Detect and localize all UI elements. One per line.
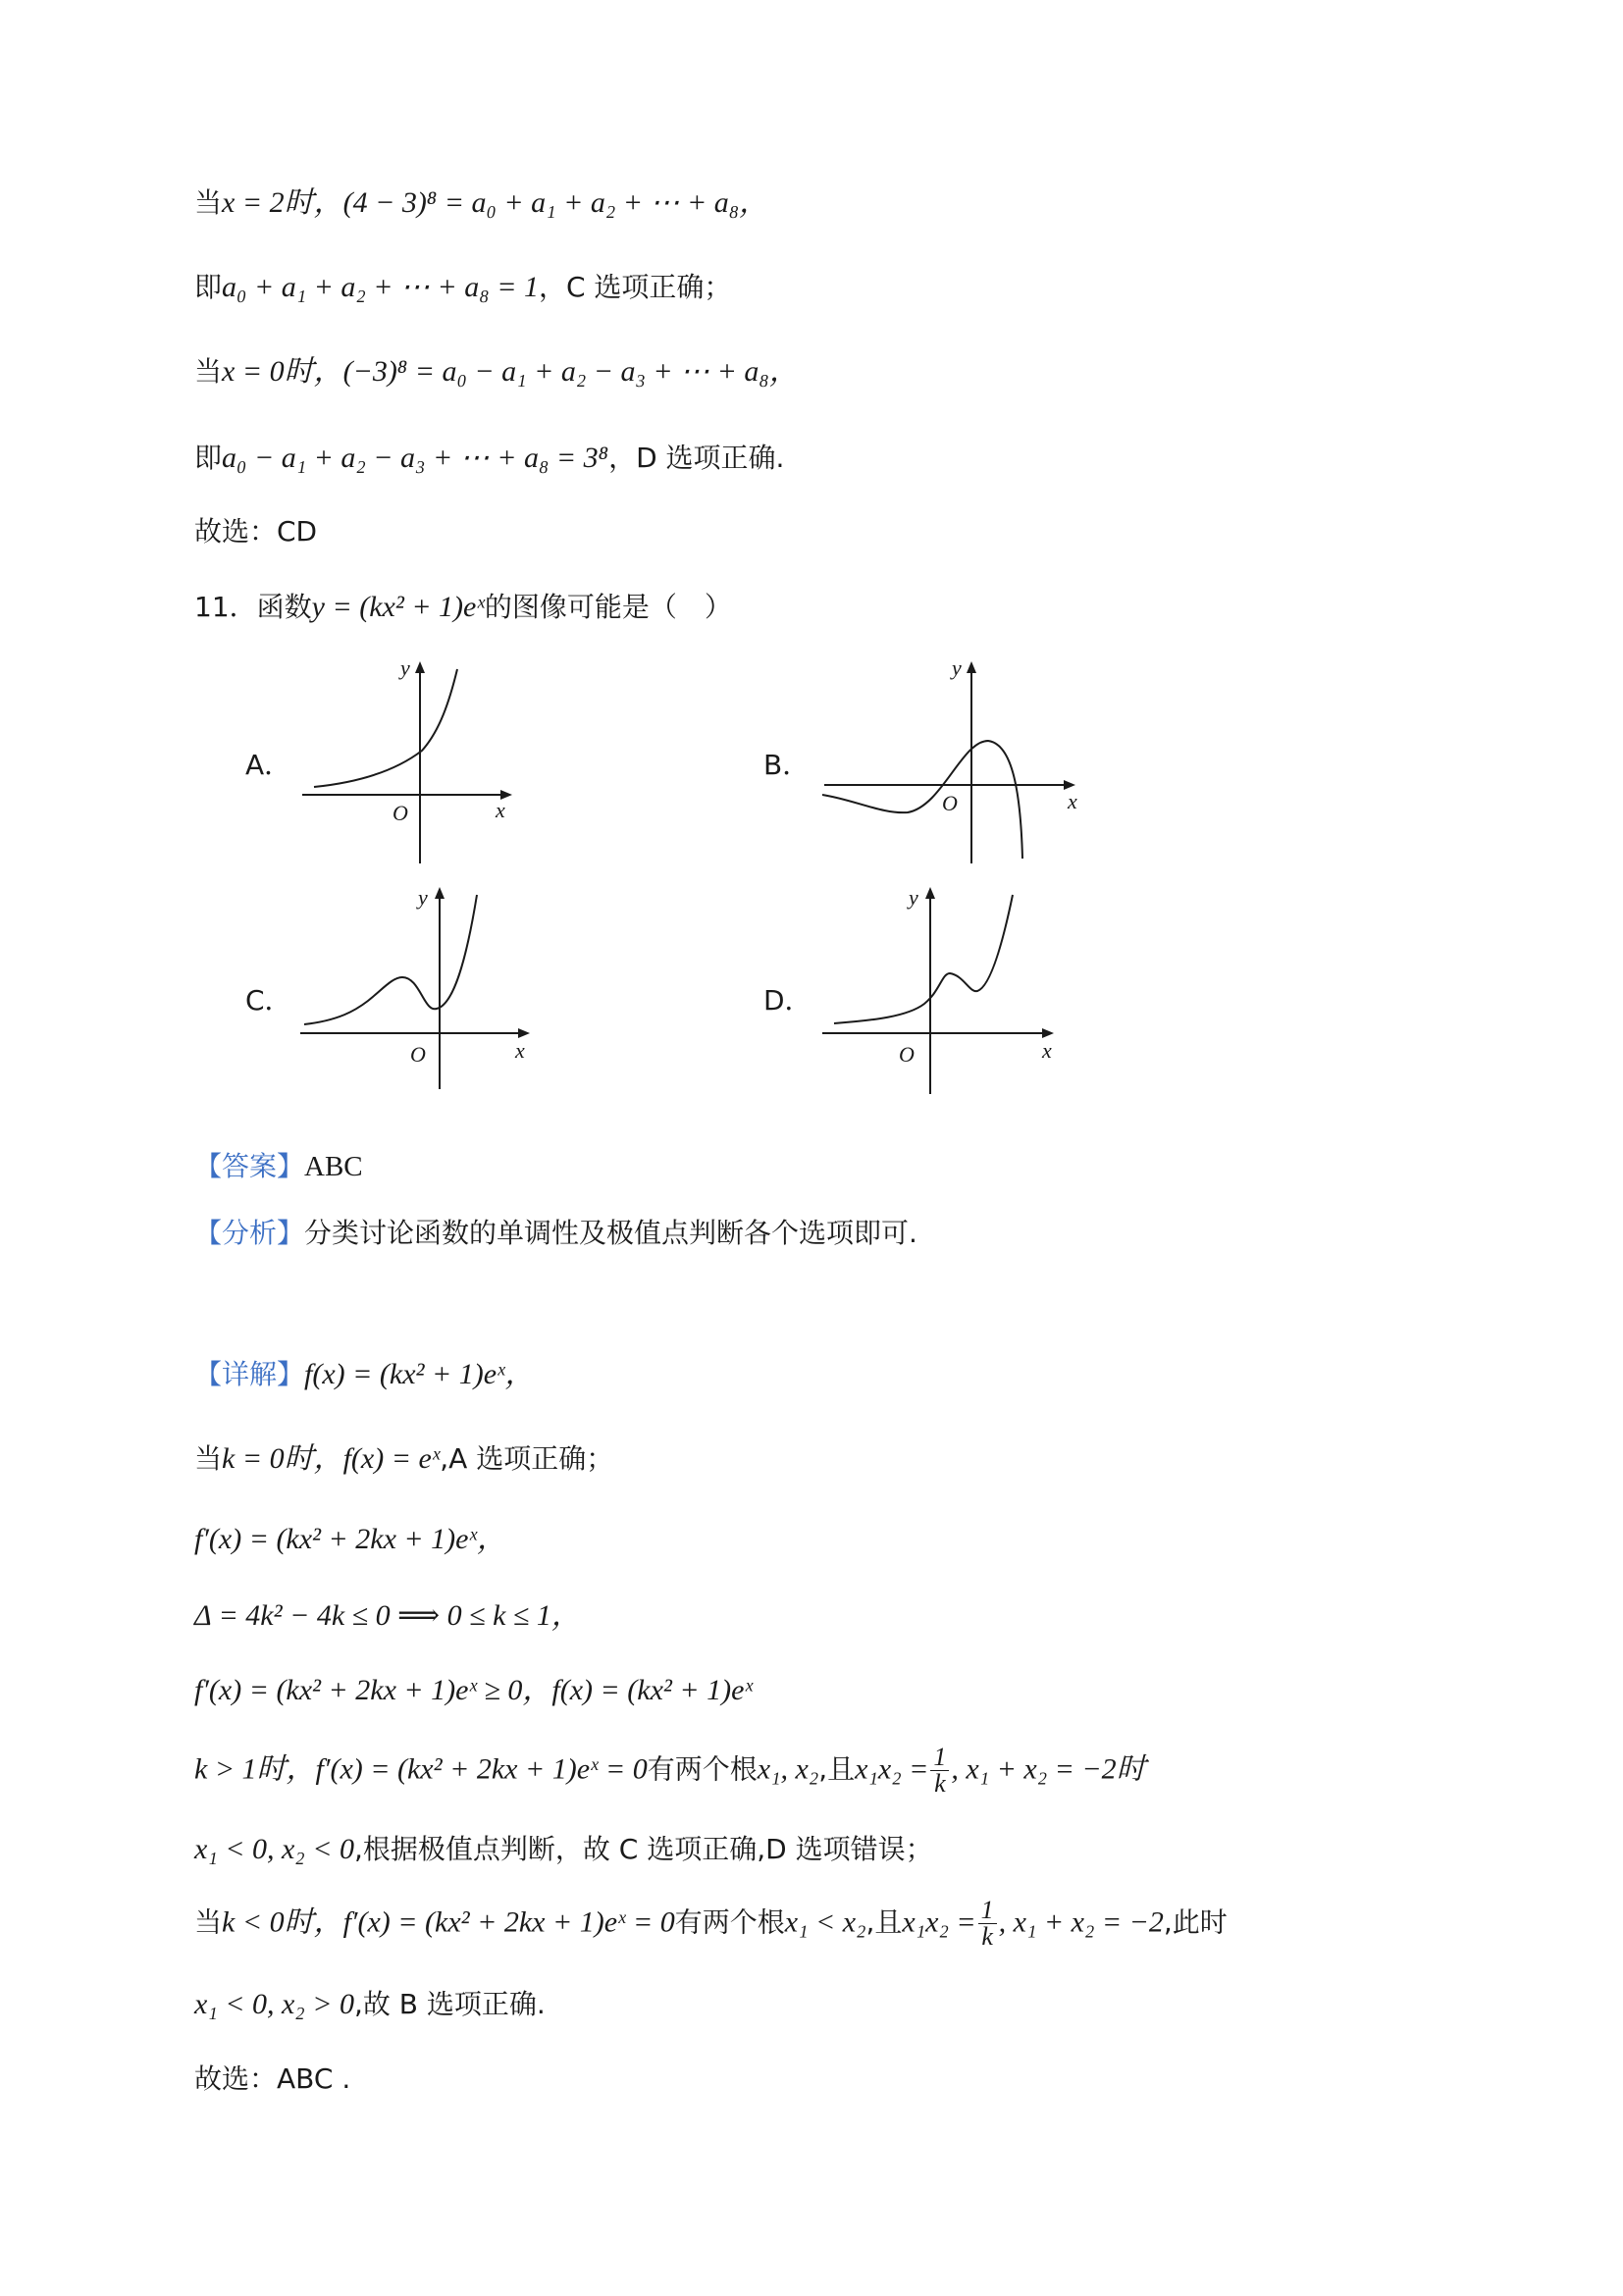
option-a-graph [294,657,520,868]
detail-line-4: Δ = 4k² − 4k ≤ 0 ⟹ 0 ≤ k ≤ 1， [194,1599,581,1632]
option-d-label: D． [763,984,812,1017]
detail-choice: 故选：ABC . [194,2062,351,2095]
option-b-x-label: x [1068,789,1077,813]
detail-line-3: f′(x) = (kx² + 2kx + 1)eˣ， [194,1523,506,1555]
option-d-origin-label: O [899,1042,915,1067]
option-c-x-label: x [515,1038,525,1063]
prev-line-2: 即a₀ + a₁ + a₂ + ⋯ + a₈ = 1，C 选项正确； [194,271,732,303]
option-b-label: B． [763,749,811,781]
option-a-origin-label: O [393,801,408,825]
option-c-y-label: y [418,885,428,910]
option-b-origin-label: O [942,791,958,815]
detail-line-1: 【详解】f(x) = (kx² + 1)eˣ， [194,1358,535,1390]
detail-line-8: 当k < 0时，f′(x) = (kx² + 2kx + 1)eˣ = 0有两个根x₁ < x₂,且x₁x₂ = $\frac{1}{k}$ , x₁ + x₂ = −2,此时 [194,1896,1228,1951]
prev-line-3: 当x = 0时，(−3)⁸ = a₀ − a₁ + a₂ − a₃ + ⋯ + a₈， [194,355,799,388]
option-a-label: A． [245,749,292,781]
prev-line-1: 当x = 2时，(4 − 3)⁸ = a₀ + a₁ + a₂ + ⋯ + a₈， [194,186,769,219]
option-c-origin-label: O [410,1042,426,1067]
detail-line-5: f′(x) = (kx² + 2kx + 1)eˣ ≥ 0，f(x) = (kx² + 1)eˣ [194,1674,753,1706]
prev-line-4: 即a₀ − a₁ + a₂ − a₃ + ⋯ + a₈ = 3⁸，D 选项正确. [194,442,785,474]
detail-line-7: x₁ < 0, x₂ < 0,根据极值点判断，故 C 选项正确,D 选项错误； [194,1833,933,1865]
option-d-graph [814,883,1070,1094]
option-b-graph [814,657,1089,868]
option-d-y-label: y [909,885,918,910]
option-b-y-label: y [952,657,962,680]
prev-choice: 故选：CD [194,515,318,548]
fraction-1-over-k-2: $\frac{1}{k}$ [978,1898,997,1950]
option-a-y-label: y [400,657,410,680]
option-d-x-label: x [1042,1038,1052,1063]
detail-line-6: k > 1时，f′(x) = (kx² + 2kx + 1)eˣ = 0有两个根x₁, x₂,且x₁x₂ = $\frac{1}{k}$ , x₁ + x₂ = −2时 [194,1743,1146,1798]
question-11: 11．函数y = (kx² + 1)eˣ的图像可能是（ ） [194,591,732,623]
option-a-x-label: x [496,798,505,822]
option-c-label: C． [245,984,292,1017]
option-c-graph [294,883,540,1094]
analysis-line: 【分析】分类讨论函数的单调性及极值点判断各个选项即可. [194,1217,917,1249]
fraction-1-over-k: $\frac{1}{k}$ [930,1745,949,1797]
detail-line-2: 当k = 0时，f(x) = eˣ,A 选项正确； [194,1442,614,1475]
detail-line-9: x₁ < 0, x₂ > 0,故 B 选项正确. [194,1988,546,2020]
answer-line: 【答案】ABC [194,1150,363,1182]
